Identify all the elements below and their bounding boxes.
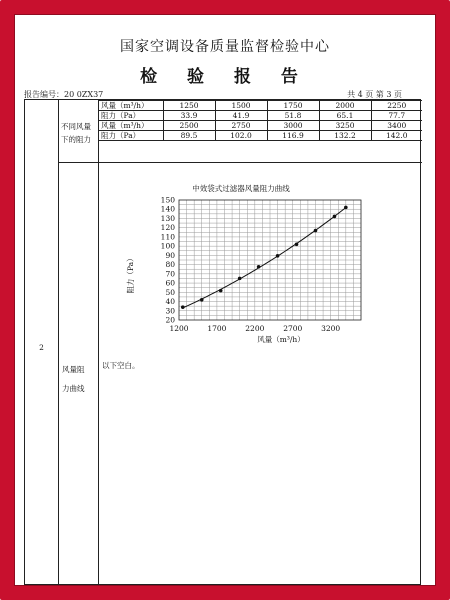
column-divider xyxy=(98,100,99,584)
data-point xyxy=(238,277,242,281)
data-point xyxy=(200,298,204,302)
data-point xyxy=(276,254,280,258)
table-cell: 102.0 xyxy=(215,131,267,141)
table-cell: 51.8 xyxy=(267,111,319,121)
y-tick-label: 20 xyxy=(165,315,175,325)
table-cell: 3000 xyxy=(267,121,319,131)
report-page xyxy=(16,16,434,584)
section2-index: 2 xyxy=(39,343,44,352)
data-point xyxy=(295,243,299,247)
y-tick-label: 120 xyxy=(160,223,175,233)
x-tick-label: 2700 xyxy=(283,324,303,333)
table-cell: 89.5 xyxy=(163,131,215,141)
table-row xyxy=(98,131,422,141)
chart-title: 中效袋式过滤器风量阻力曲线 xyxy=(192,184,290,193)
data-point xyxy=(219,289,223,293)
table-cell: 142.0 xyxy=(371,131,422,141)
table-row xyxy=(98,101,422,111)
table-cell: 41.9 xyxy=(215,111,267,121)
table-cell: 132.2 xyxy=(319,131,371,141)
y-tick-label: 130 xyxy=(160,213,175,223)
x-tick-label: 1700 xyxy=(207,324,227,333)
y-tick-label: 30 xyxy=(165,306,175,316)
y-tick-label: 50 xyxy=(165,287,175,297)
table-cell: 2000 xyxy=(319,101,371,111)
y-tick-label: 100 xyxy=(160,241,175,251)
table-cell: 33.9 xyxy=(163,111,215,121)
table-cell: 77.7 xyxy=(371,111,422,121)
table-cell: 1750 xyxy=(267,101,319,111)
y-tick-label: 140 xyxy=(160,204,175,214)
table-row xyxy=(98,111,422,121)
trend-line xyxy=(183,208,346,308)
y-tick-label: 40 xyxy=(165,297,175,307)
data-point xyxy=(333,215,337,219)
report-number: 报告编号：20 0ZX37 xyxy=(24,90,104,99)
y-tick-label: 90 xyxy=(165,250,175,260)
table-cell: 1250 xyxy=(163,101,215,111)
table-cell: 3250 xyxy=(319,121,371,131)
y-axis-label: 阻力（Pa） xyxy=(126,254,135,294)
table-row xyxy=(98,121,422,131)
resistance-table xyxy=(98,100,422,141)
table-cell: 1500 xyxy=(215,101,267,111)
table-cell: 2250 xyxy=(371,101,422,111)
column-divider xyxy=(58,100,59,584)
y-tick-label: 70 xyxy=(165,269,175,279)
row-label: 风量（m³/h） xyxy=(98,101,163,111)
x-tick-label: 2200 xyxy=(245,324,265,333)
x-tick-label: 1200 xyxy=(169,324,189,333)
table-cell: 65.1 xyxy=(319,111,371,121)
row-label: 阻力（Pa） xyxy=(98,131,163,141)
row-label: 风量（m³/h） xyxy=(98,121,163,131)
blank-note: 以下空白。 xyxy=(102,361,140,370)
resistance-chart xyxy=(121,174,371,352)
table-cell: 2500 xyxy=(163,121,215,131)
section2-label-line2: 力曲线 xyxy=(62,384,85,393)
table-cell: 3400 xyxy=(371,121,422,131)
report-sheet xyxy=(24,99,421,585)
data-point xyxy=(314,229,318,233)
data-point xyxy=(257,265,261,269)
table-cell: 116.9 xyxy=(267,131,319,141)
y-tick-label: 80 xyxy=(165,260,175,270)
section2-label-line1: 风量阻 xyxy=(62,365,85,374)
y-tick-label: 150 xyxy=(160,195,175,205)
table-cell: 2750 xyxy=(215,121,267,131)
data-point xyxy=(344,206,348,210)
x-axis-label: 风量（m³/h） xyxy=(257,335,305,344)
organization-title: 国家空调设备质量监督检验中心 xyxy=(120,39,330,55)
section1-label-line1: 不同风量 xyxy=(61,122,91,131)
row-divider xyxy=(58,162,422,163)
section1-label-line2: 下的阻力 xyxy=(61,135,91,144)
data-point xyxy=(181,305,185,309)
y-tick-label: 110 xyxy=(160,232,175,242)
page-info: 共 4 页 第 3 页 xyxy=(347,90,402,99)
row-label: 阻力（Pa） xyxy=(98,111,163,121)
document-title: 检 验 报 告 xyxy=(140,67,310,87)
x-tick-label: 3200 xyxy=(321,324,341,333)
y-tick-label: 60 xyxy=(165,278,175,288)
